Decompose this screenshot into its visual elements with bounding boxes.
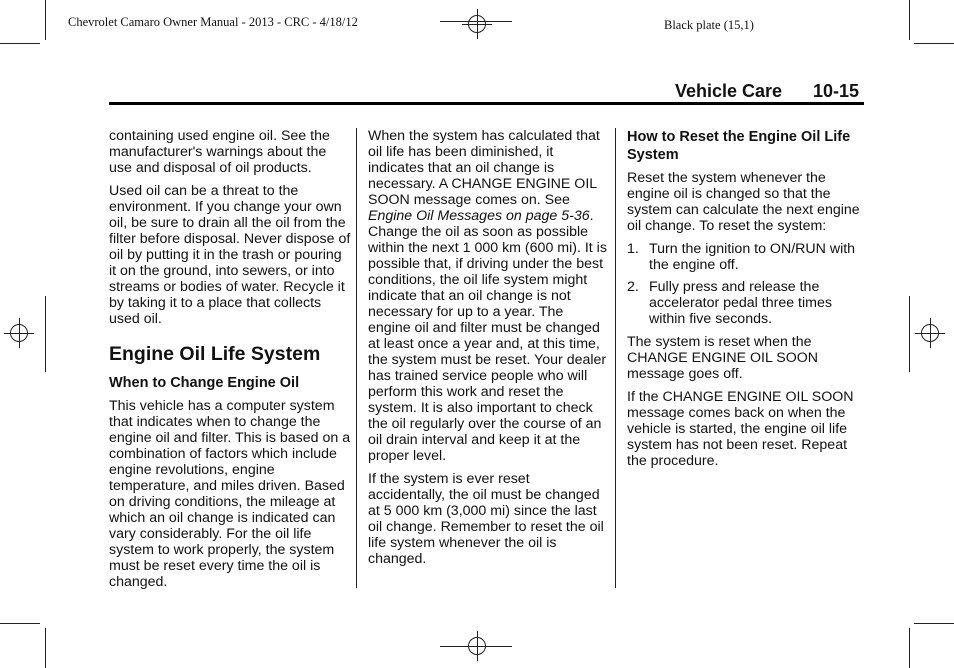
paragraph: containing used engine oil. See the manufacturer's warnings about the use and disposal of oil products. <box>109 128 330 176</box>
header-rule <box>109 102 864 105</box>
crop-mark <box>45 0 46 40</box>
paragraph: Reset the system whenever the engine oil is changed so that the system can calculate the next engine oil change. To reset the system: <box>627 170 860 234</box>
step-text: Fully press and release the accelerator pedal three times within five seconds. <box>649 279 832 327</box>
crop-mark <box>909 628 910 668</box>
crop-mark <box>0 43 40 44</box>
step-number: 1. <box>627 241 639 257</box>
plate-info-right: Black plate (15,1) <box>664 18 754 32</box>
paragraph <box>368 128 608 464</box>
registration-mark-icon <box>915 318 945 348</box>
registration-mark-icon <box>462 631 492 661</box>
step-number: 2. <box>627 279 639 295</box>
column-divider <box>615 128 616 588</box>
paragraph: The system is reset when the CHANGE ENGINE OIL SOON message goes off. <box>627 334 819 382</box>
plate-info-left: Chevrolet Camaro Owner Manual - 2013 - CRC - 4/18/12 <box>68 15 358 29</box>
paragraph: Used oil can be a threat to the environment. If you change your own oil, be sure to drain all the oil from the filter before disposal. Never dispose of oil by putting it in the trash or pouring it on the ground, into sewers, or into streams or bodies of water. Recycle it by taking it to a place that collects used oil. <box>109 183 351 327</box>
cross-reference-link[interactable]: Engine Oil Messages on page 5-36 <box>368 208 590 224</box>
steps-list <box>627 241 867 327</box>
column-1 <box>109 128 351 597</box>
subsection-heading: When to Change Engine Oil <box>109 375 300 391</box>
paragraph: If the CHANGE ENGINE OIL SOON message comes back on when the vehicle is started, the engine oil life system has not been reset. Repeat the procedure. <box>627 389 854 469</box>
paragraph-text: When the system has calculated that oil life has been diminished, it indicates that an oil change is necessary. A CHANGE ENGINE OIL SOON message comes on. See <box>368 128 600 208</box>
crop-mark <box>909 0 910 40</box>
column-3 <box>627 128 867 476</box>
list-item <box>627 279 867 327</box>
section-heading: Engine Oil Life System <box>109 343 321 365</box>
column-divider <box>356 128 357 588</box>
crop-mark <box>45 628 46 668</box>
list-item <box>627 241 867 273</box>
registration-mark-icon <box>4 318 34 348</box>
paragraph: If the system is ever reset accidentally, the oil must be changed at 5 000 km (3,000 mi) since the last oil change. Remember to reset the oil life system whenever the oil is changed. <box>368 471 604 567</box>
subsection-heading: How to Reset the Engine Oil Life System <box>627 129 851 163</box>
crop-mark <box>909 296 910 372</box>
column-2 <box>368 128 608 574</box>
paragraph-text: . Change the oil as soon as possible within the next 1 000 km (600 mi). It is possible that, if driving under the best conditions, the oil life system might indicate that an oil change is not necessary for up to a year. The engine oil and filter must be changed at least once a year and, at this time, the system must be reset. Your dealer has trained service people who will perform this work and reset the system. It is also important to check the oil regularly over the course of an oil drain interval and keep it at the proper level. <box>368 208 607 464</box>
crop-mark <box>914 623 954 624</box>
crop-mark <box>914 43 954 44</box>
section-title: Vehicle Care <box>675 81 783 101</box>
paragraph: This vehicle has a computer system that indicates when to change the engine oil and filter. This is based on a combination of factors which include engine revolutions, engine temperature, and miles driven. Based on driving conditions, the mileage at which an oil change is indicated can vary considerably. For the oil life system to work properly, the system must be reset every time the oil is changed. <box>109 398 351 590</box>
crop-mark <box>0 623 40 624</box>
registration-mark-icon <box>462 9 492 39</box>
crop-mark <box>45 296 46 372</box>
page-number: 10-15 <box>813 81 860 101</box>
step-text: Turn the ignition to ON/RUN with the engine off. <box>649 241 856 273</box>
